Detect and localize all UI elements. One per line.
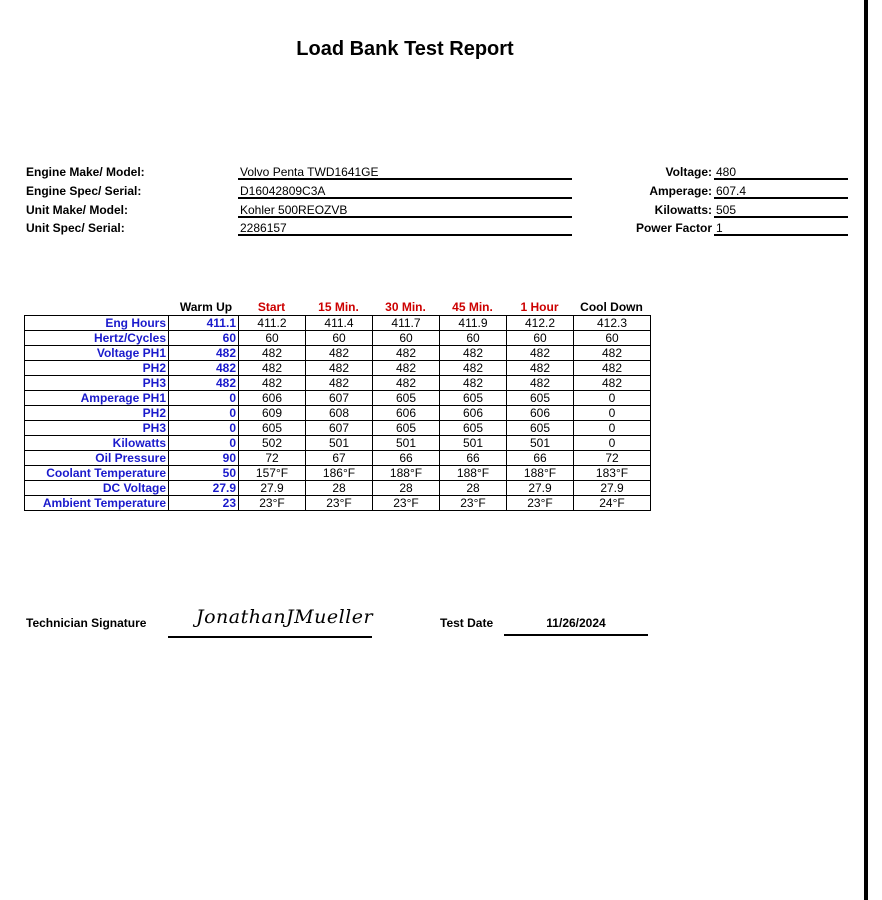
table-row [25, 436, 651, 451]
table-cell: 60 [440, 331, 507, 346]
table-cell: 606 [507, 406, 574, 421]
table-cell: 605 [507, 391, 574, 406]
unit-spec-label: Unit Spec/ Serial: [26, 221, 125, 235]
table-cell: 482 [239, 376, 306, 391]
test-date-label: Test Date [440, 616, 494, 630]
table-cell: 482 [507, 376, 574, 391]
table-cell: 482 [440, 346, 507, 361]
table-cell: 23°F [239, 496, 306, 511]
table-cell: 501 [373, 436, 440, 451]
table-cell: 60 [373, 331, 440, 346]
load-test-table [24, 315, 651, 511]
table-cell: 188°F [507, 466, 574, 481]
col-head-1-hour: 1 Hour [520, 300, 559, 314]
col-head-cool-down: Cool Down [580, 300, 643, 314]
table-cell: 186°F [306, 466, 373, 481]
table-cell: 27.9 [239, 481, 306, 496]
table-cell: 412.2 [507, 316, 574, 331]
table-cell: 606 [239, 391, 306, 406]
engine-spec-value: D16042809C3A [238, 184, 572, 199]
power-factor-label: Power Factor [635, 221, 712, 235]
table-row [25, 406, 651, 421]
table-cell: 28 [306, 481, 373, 496]
row-label: Ambient Temperature [25, 496, 169, 511]
table-cell: 188°F [373, 466, 440, 481]
table-cell: 188°F [440, 466, 507, 481]
table-cell: 24°F [574, 496, 651, 511]
unit-make-value: Kohler 500REOZVB [238, 203, 572, 218]
table-row [25, 331, 651, 346]
table-row [25, 451, 651, 466]
table-cell: 482 [306, 346, 373, 361]
table-cell: 90 [169, 451, 239, 466]
table-cell: 28 [440, 481, 507, 496]
test-date-value: 11/26/2024 [504, 616, 648, 636]
table-cell: 0 [574, 406, 651, 421]
table-cell: 27.9 [507, 481, 574, 496]
table-cell: 72 [239, 451, 306, 466]
table-cell: 411.2 [239, 316, 306, 331]
engine-make-label: Engine Make/ Model: [26, 165, 145, 179]
table-cell: 482 [373, 346, 440, 361]
table-cell: 66 [440, 451, 507, 466]
table-cell: 605 [373, 421, 440, 436]
table-row [25, 466, 651, 481]
table-cell: 0 [169, 406, 239, 421]
row-label: DC Voltage [25, 481, 169, 496]
row-label: Amperage PH1 [25, 391, 169, 406]
table-cell: 482 [306, 361, 373, 376]
table-cell: 482 [574, 376, 651, 391]
table-cell: 60 [169, 331, 239, 346]
table-cell: 412.3 [574, 316, 651, 331]
amperage-label: Amperage: [649, 184, 712, 198]
table-cell: 0 [574, 391, 651, 406]
table-cell: 606 [373, 406, 440, 421]
table-cell: 411.7 [373, 316, 440, 331]
table-cell: 605 [239, 421, 306, 436]
table-cell: 482 [574, 346, 651, 361]
table-cell: 482 [373, 376, 440, 391]
table-cell: 605 [373, 391, 440, 406]
signature-line [168, 602, 372, 638]
row-label: Kilowatts [25, 436, 169, 451]
table-cell: 157°F [239, 466, 306, 481]
table-row [25, 346, 651, 361]
col-head-30-min: 30 Min. [385, 300, 426, 314]
table-row [25, 496, 651, 511]
table-cell: 482 [239, 361, 306, 376]
table-cell: 66 [507, 451, 574, 466]
table-cell: 607 [306, 391, 373, 406]
table-cell: 482 [169, 361, 239, 376]
page-right-border [864, 0, 868, 900]
technician-signature-label: Technician Signature [26, 616, 147, 630]
table-cell: 501 [507, 436, 574, 451]
row-label: Eng Hours [25, 316, 169, 331]
table-cell: 0 [169, 391, 239, 406]
row-label: Oil Pressure [25, 451, 169, 466]
table-cell: 0 [574, 421, 651, 436]
row-label: PH2 [25, 361, 169, 376]
row-label: PH3 [25, 421, 169, 436]
table-cell: 411.4 [306, 316, 373, 331]
table-cell: 605 [440, 421, 507, 436]
table-cell: 482 [306, 376, 373, 391]
table-cell: 501 [440, 436, 507, 451]
table-cell: 482 [574, 361, 651, 376]
table-cell: 23 [169, 496, 239, 511]
table-cell: 23°F [373, 496, 440, 511]
table-cell: 606 [440, 406, 507, 421]
table-cell: 482 [440, 376, 507, 391]
kilowatts-value: 505 [714, 203, 848, 218]
table-cell: 482 [507, 361, 574, 376]
engine-make-value: Volvo Penta TWD1641GE [238, 165, 572, 180]
col-head-start: Start [257, 300, 286, 314]
row-label: Coolant Temperature [25, 466, 169, 481]
table-cell: 60 [574, 331, 651, 346]
table-cell: 23°F [507, 496, 574, 511]
col-head-45-min: 45 Min. [452, 300, 493, 314]
table-cell: 605 [440, 391, 507, 406]
table-cell: 60 [507, 331, 574, 346]
table-cell: 609 [239, 406, 306, 421]
row-label: PH2 [25, 406, 169, 421]
unit-make-label: Unit Make/ Model: [26, 203, 129, 217]
table-row [25, 421, 651, 436]
table-cell: 502 [239, 436, 306, 451]
table-cell: 28 [373, 481, 440, 496]
table-cell: 605 [507, 421, 574, 436]
technician-signature: JonathanJMueller [196, 606, 374, 628]
amperage-value: 607.4 [714, 184, 848, 199]
engine-spec-label: Engine Spec/ Serial: [26, 184, 142, 198]
row-label: Hertz/Cycles [25, 331, 169, 346]
table-cell: 501 [306, 436, 373, 451]
report-title: Load Bank Test Report [296, 38, 514, 60]
power-factor-value: 1 [714, 221, 848, 236]
table-row [25, 361, 651, 376]
table-cell: 183°F [574, 466, 651, 481]
table-cell: 482 [440, 361, 507, 376]
table-cell: 0 [169, 436, 239, 451]
table-cell: 482 [169, 376, 239, 391]
table-cell: 60 [306, 331, 373, 346]
table-cell: 67 [306, 451, 373, 466]
table-cell: 27.9 [574, 481, 651, 496]
voltage-value: 480 [714, 165, 848, 180]
table-cell: 411.9 [440, 316, 507, 331]
table-row [25, 391, 651, 406]
table-cell: 411.1 [169, 316, 239, 331]
kilowatts-label: Kilowatts: [654, 203, 712, 217]
row-label: PH3 [25, 376, 169, 391]
table-cell: 60 [239, 331, 306, 346]
table-cell: 0 [574, 436, 651, 451]
table-cell: 607 [306, 421, 373, 436]
table-cell: 608 [306, 406, 373, 421]
table-cell: 50 [169, 466, 239, 481]
table-cell: 72 [574, 451, 651, 466]
table-cell: 482 [169, 346, 239, 361]
table-row [25, 376, 651, 391]
table-cell: 27.9 [169, 481, 239, 496]
table-cell: 23°F [440, 496, 507, 511]
table-cell: 66 [373, 451, 440, 466]
table-cell: 482 [373, 361, 440, 376]
table-cell: 482 [507, 346, 574, 361]
row-label: Voltage PH1 [25, 346, 169, 361]
col-head-15-min: 15 Min. [318, 300, 359, 314]
col-head-warm-up: Warm Up [179, 300, 233, 314]
table-cell: 0 [169, 421, 239, 436]
table-cell: 482 [239, 346, 306, 361]
unit-spec-value: 2286157 [238, 221, 572, 236]
table-cell: 23°F [306, 496, 373, 511]
voltage-label: Voltage: [665, 165, 712, 179]
table-row [25, 316, 651, 331]
table-row [25, 481, 651, 496]
